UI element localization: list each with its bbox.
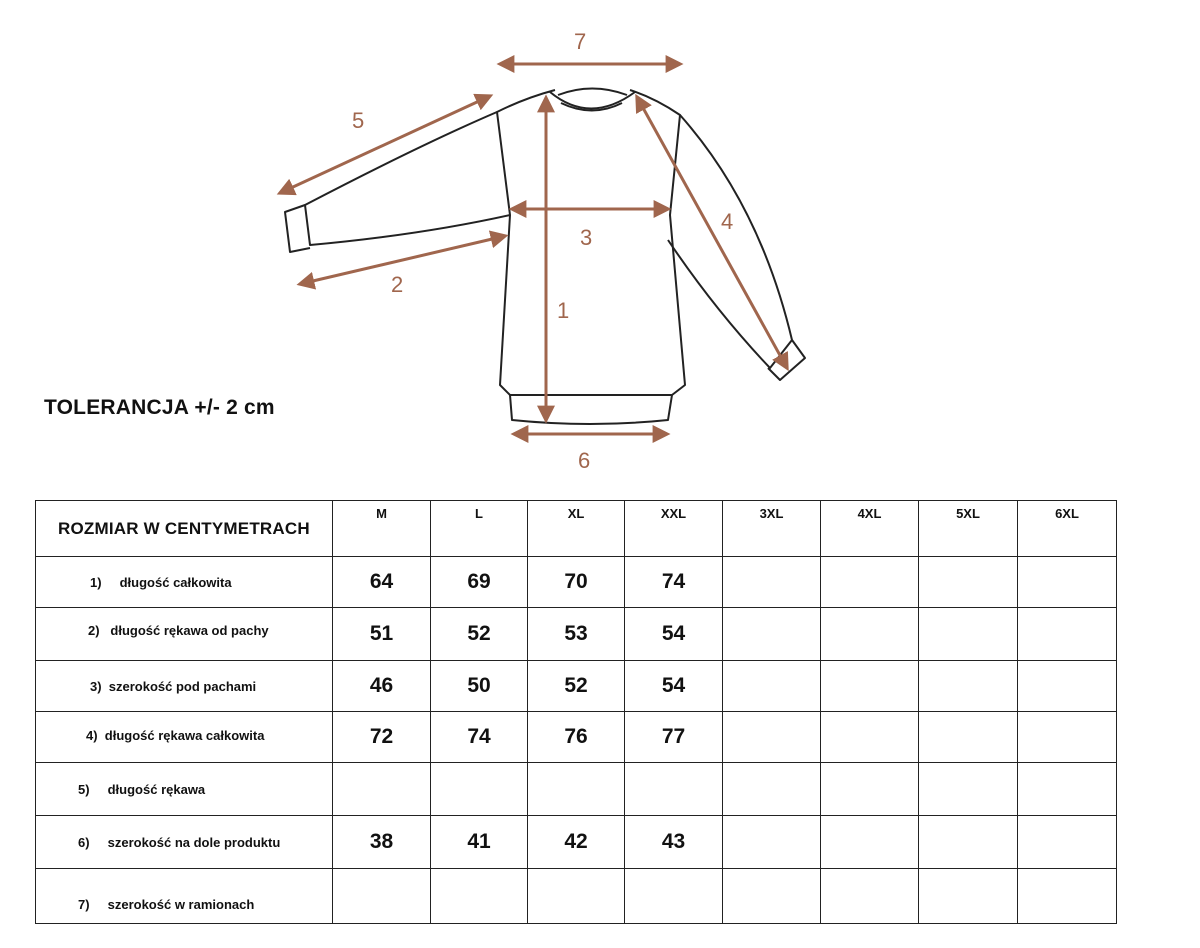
value-cell bbox=[919, 869, 1018, 924]
value-cell: 69 bbox=[431, 557, 528, 608]
value-cell bbox=[919, 763, 1018, 816]
tolerance-note: TOLERANCJA +/- 2 cm bbox=[44, 396, 275, 419]
table-row bbox=[36, 763, 1117, 816]
value-cell bbox=[821, 816, 919, 869]
row-label bbox=[36, 816, 333, 869]
measure-label-7: 7 bbox=[574, 29, 587, 54]
value-cell bbox=[723, 608, 821, 661]
value-cell: 72 bbox=[333, 712, 431, 763]
size-header: 4XL bbox=[821, 501, 919, 557]
value-cell bbox=[723, 869, 821, 924]
row-label-text: 2) długość rękawa od pachy bbox=[88, 622, 269, 638]
value-cell bbox=[528, 869, 625, 924]
row-label-text: 7) szerokość w ramionach bbox=[78, 896, 255, 912]
value-cell bbox=[919, 816, 1018, 869]
arrow-5 bbox=[280, 96, 490, 193]
value-cell: 50 bbox=[431, 661, 528, 712]
value-cell bbox=[625, 869, 723, 924]
measure-label-3: 3 bbox=[580, 225, 593, 250]
size-header: 3XL bbox=[723, 501, 821, 557]
value-cell: 74 bbox=[431, 712, 528, 763]
value-cell bbox=[1018, 608, 1117, 661]
row-label-text: 1) długość całkowita bbox=[90, 574, 232, 590]
measure-label-5: 5 bbox=[352, 108, 365, 133]
table-row bbox=[36, 816, 1117, 869]
value-cell bbox=[1018, 869, 1117, 924]
row-label-text: 4) długość rękawa całkowita bbox=[86, 727, 265, 743]
value-cell bbox=[919, 712, 1018, 763]
value-cell bbox=[919, 557, 1018, 608]
row-label-text: 3) szerokość pod pachami bbox=[90, 678, 257, 694]
value-cell bbox=[1018, 661, 1117, 712]
value-cell bbox=[821, 763, 919, 816]
table-row bbox=[36, 557, 1117, 608]
measure-label-2: 2 bbox=[391, 272, 404, 297]
value-cell: 51 bbox=[333, 608, 431, 661]
size-header: L bbox=[431, 501, 528, 557]
value-cell bbox=[1018, 712, 1117, 763]
value-cell bbox=[1018, 557, 1117, 608]
table-row bbox=[36, 869, 1117, 924]
value-cell bbox=[919, 608, 1018, 661]
value-cell bbox=[821, 661, 919, 712]
row-label bbox=[36, 869, 333, 924]
table-title: ROZMIAR W CENTYMETRACH bbox=[36, 501, 333, 557]
value-cell bbox=[723, 763, 821, 816]
value-cell bbox=[723, 661, 821, 712]
value-cell bbox=[528, 763, 625, 816]
value-cell bbox=[431, 869, 528, 924]
row-label-text: 5) długość rękawa bbox=[78, 781, 206, 797]
arrow-4 bbox=[637, 97, 787, 368]
table-row bbox=[36, 608, 1117, 661]
table-row bbox=[36, 661, 1117, 712]
measure-label-6: 6 bbox=[578, 448, 591, 473]
value-cell bbox=[821, 608, 919, 661]
value-cell: 41 bbox=[431, 816, 528, 869]
value-cell: 43 bbox=[625, 816, 723, 869]
measure-label-4: 4 bbox=[721, 209, 734, 234]
value-cell bbox=[821, 557, 919, 608]
value-cell: 46 bbox=[333, 661, 431, 712]
measure-label-1: 1 bbox=[557, 298, 570, 323]
row-label-text: 6) szerokość na dole produktu bbox=[78, 834, 281, 850]
value-cell bbox=[431, 763, 528, 816]
value-cell: 38 bbox=[333, 816, 431, 869]
row-label bbox=[36, 557, 333, 608]
row-label bbox=[36, 763, 333, 816]
value-cell bbox=[723, 816, 821, 869]
size-header: M bbox=[333, 501, 431, 557]
value-cell bbox=[821, 712, 919, 763]
size-table bbox=[35, 500, 1117, 924]
value-cell bbox=[1018, 816, 1117, 869]
value-cell: 70 bbox=[528, 557, 625, 608]
value-cell bbox=[625, 763, 723, 816]
size-header: XL bbox=[528, 501, 625, 557]
value-cell bbox=[821, 869, 919, 924]
value-cell bbox=[919, 661, 1018, 712]
value-cell: 64 bbox=[333, 557, 431, 608]
value-cell bbox=[723, 712, 821, 763]
value-cell bbox=[333, 869, 431, 924]
value-cell bbox=[1018, 763, 1117, 816]
size-header: 5XL bbox=[919, 501, 1018, 557]
row-label bbox=[36, 712, 333, 763]
size-header: XXL bbox=[625, 501, 723, 557]
size-header: 6XL bbox=[1018, 501, 1117, 557]
value-cell bbox=[723, 557, 821, 608]
value-cell: 54 bbox=[625, 661, 723, 712]
size-header-row bbox=[36, 501, 1117, 557]
value-cell: 42 bbox=[528, 816, 625, 869]
value-cell: 54 bbox=[625, 608, 723, 661]
value-cell bbox=[333, 763, 431, 816]
value-cell: 74 bbox=[625, 557, 723, 608]
row-label bbox=[36, 661, 333, 712]
value-cell: 76 bbox=[528, 712, 625, 763]
row-label bbox=[36, 608, 333, 661]
value-cell: 77 bbox=[625, 712, 723, 763]
value-cell: 53 bbox=[528, 608, 625, 661]
value-cell: 52 bbox=[431, 608, 528, 661]
value-cell: 52 bbox=[528, 661, 625, 712]
table-row bbox=[36, 712, 1117, 763]
